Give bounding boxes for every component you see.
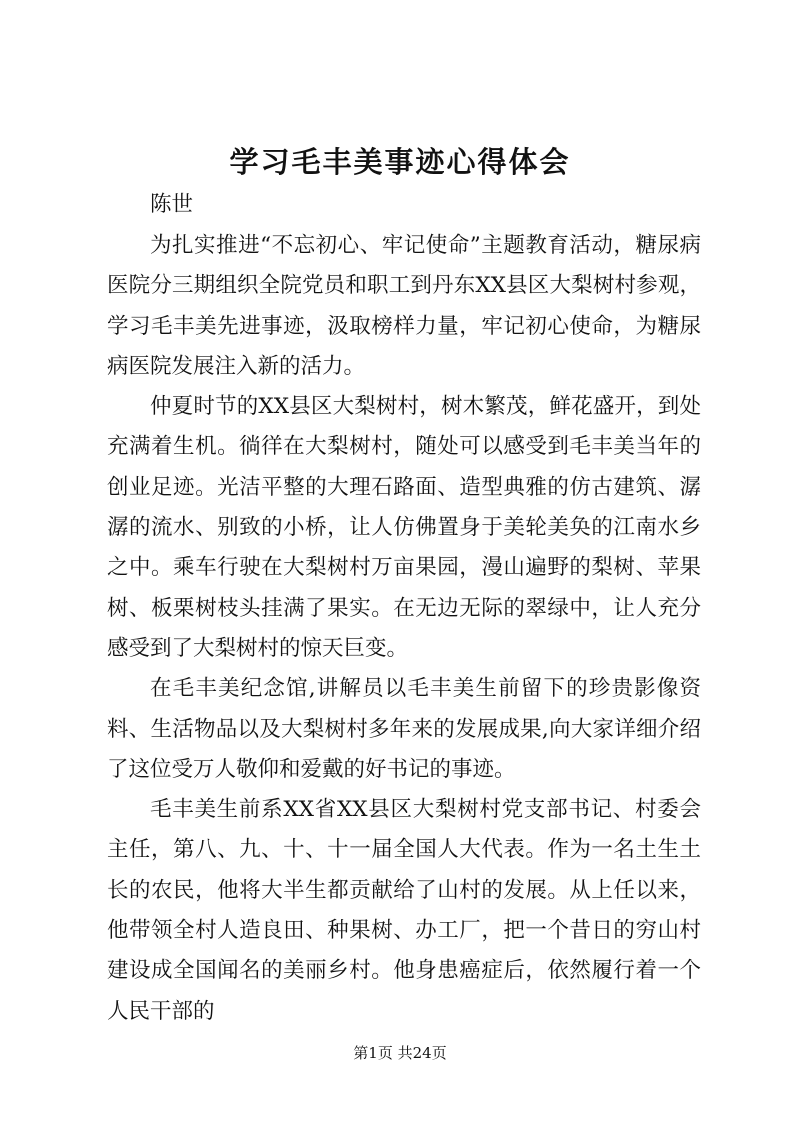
paragraph-2: 仲夏时节的XX县区大梨树村，树木繁茂，鲜花盛开，到处充满着生机。徜徉在大梨树村，随处可以感受到毛丰美当年的创业足迹。光洁平整的大理石路面、造型典雅的仿古建筑、潺潺的流水、别致的小桥，让人仿佛置身于美轮美奂的江南水乡之中。乘车行驶在大梨树村万亩果园，漫山遍野的梨树、苹果树、板栗树枝头挂满了果实。在无边无际的翠绿中，让人充分感受到了大梨树村的惊天巨变。 (107, 394, 701, 661)
page-number-footer: 第1页 共24页 (353, 1044, 447, 1062)
paragraph-3: 在毛丰美纪念馆,讲解员以毛丰美生前留下的珍贵影像资料、生活物品以及大梨树村多年来的发展成果,向大家详细介绍了这位受万人敬仰和爱戴的好书记的事迹。 (107, 676, 701, 782)
paragraph-1: 为扎实推进“不忘初心、牢记使命”主题教育活动，糖尿病医院分三期组织全院党员和职工到丹东XX县区大梨树村参观，学习毛丰美先进事迹，汲取榜样力量，牢记初心使命，为糖尿病医院发展注入新的活力。 (107, 233, 701, 379)
document-author: 陈世 (150, 192, 194, 217)
document-body (107, 226, 701, 1032)
paragraph-4: 毛丰美生前系XX省XX县区大梨树村党支部书记、村委会主任，第八、九、十、十一届全国人大代表。作为一名土生土长的农民，他将大半生都贡献给了山村的发展。从上任以来，他带领全村人造良田、种果树、办工厂，把一个昔日的穷山村建设成全国闻名的美丽乡村。他身患癌症后，依然履行着一个人民干部的 (107, 797, 701, 1024)
document-title: 学习毛丰美事迹心得体会 (229, 145, 571, 179)
